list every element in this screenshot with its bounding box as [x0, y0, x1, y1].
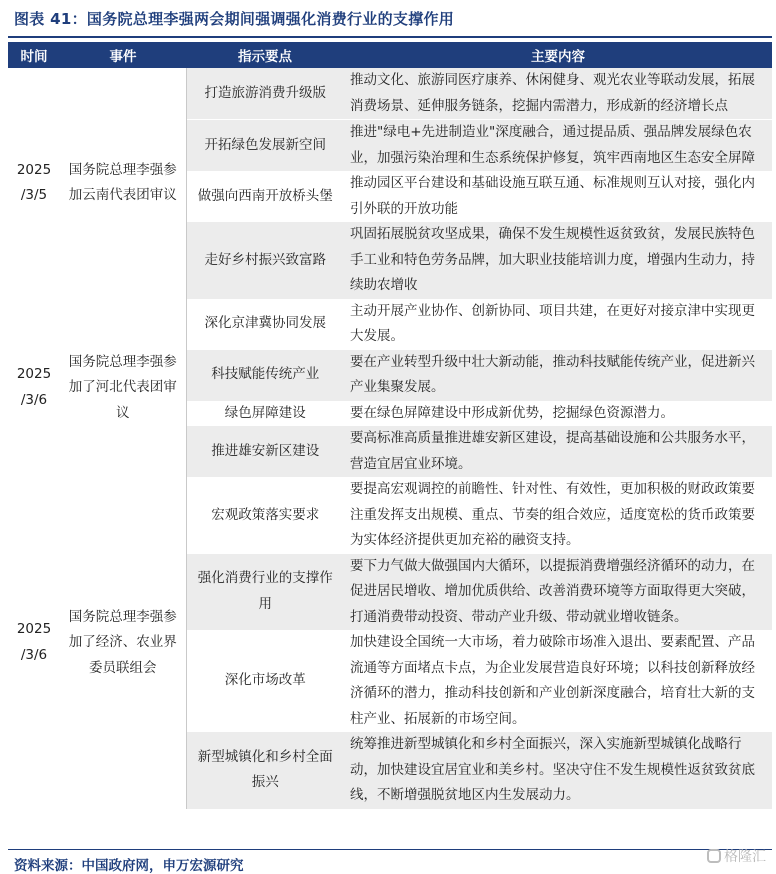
- content-cell: 巩固拓展脱贫攻坚成果，确保不发生规模性返贫致贫，发展民族特色手工业和特色劳务品牌，加大职业技能培训力度，增强内生动力，持续助农增收: [344, 222, 772, 299]
- source-note: 资料来源：中国政府网，申万宏源研究: [14, 858, 244, 874]
- point-cell: 新型城镇化和乡村全面振兴: [186, 732, 344, 809]
- content-cell: 推进"绿电+先进制造业"深度融合，通过提品质、强品牌发展绿色农业，加强污染治理和生态系统保护修复，筑牢西南地区生态安全屏障: [344, 120, 772, 172]
- date-year: 2025: [16, 366, 52, 383]
- table-row: [8, 68, 772, 120]
- watermark: [707, 846, 766, 866]
- point-cell: 绿色屏障建设: [186, 401, 344, 427]
- watermark-logo-icon: [707, 849, 721, 863]
- policy-table: [8, 42, 772, 809]
- date-monthday: /3/6: [20, 646, 48, 663]
- watermark-text: 格隆汇: [724, 849, 766, 865]
- point-cell: 开拓绿色发展新空间: [186, 120, 344, 172]
- date-cell: [8, 299, 60, 478]
- point-cell: 科技赋能传统产业: [186, 350, 344, 401]
- point-cell: 深化市场改革: [186, 630, 344, 732]
- header-event: 事件: [60, 42, 186, 68]
- point-cell: 宏观政策落实要求: [186, 477, 344, 554]
- source-rule: [8, 849, 772, 850]
- point-cell: 做强向西南开放桥头堡: [186, 171, 344, 222]
- figure-title: 图表 41：国务院总理李强两会期间强调强化消费行业的支撑作用: [14, 10, 455, 28]
- content-cell: 要提高宏观调控的前瞻性、针对性、有效性，更加积极的财政政策要注重发挥支出规模、重点、节奏的组合效应，适度宽松的货币政策要为实体经济提供更加充裕的融资支持。: [344, 477, 772, 554]
- date-monthday: /3/6: [20, 391, 48, 408]
- content-cell: 要下力气做大做强国内大循环，以提振消费增强经济循环的动力，在促进居民增收、增加优质供给、改善消费环境等方面取得更大突破，打通消费带动投资、带动产业升级、带动就业增收链条。: [344, 554, 772, 631]
- date-monthday: /3/5: [20, 187, 48, 204]
- point-cell: 强化消费行业的支撑作用: [186, 554, 344, 631]
- point-cell: 推进雄安新区建设: [186, 426, 344, 477]
- point-cell: 走好乡村振兴致富路: [186, 222, 344, 299]
- event-cell: 国务院总理李强参加云南代表团审议: [60, 68, 186, 299]
- content-cell: 统筹推进新型城镇化和乡村全面振兴，深入实施新型城镇化战略行动，加快建设宜居宜业和美乡村。坚决守住不发生规模性返贫致贫底线，不断增强脱贫地区内生发展动力。: [344, 732, 772, 809]
- date-cell: [8, 477, 60, 809]
- event-cell: 国务院总理李强参加了河北代表团审议: [60, 299, 186, 478]
- content-cell: 要在绿色屏障建设中形成新优势，挖掘绿色资源潜力。: [344, 401, 772, 427]
- content-cell: 主动开展产业协作、创新协同、项目共建，在更好对接京津中实现更大发展。: [344, 299, 772, 350]
- event-cell: 国务院总理李强参加了经济、农业界委员联组会: [60, 477, 186, 809]
- content-cell: 要在产业转型升级中壮大新动能，推动科技赋能传统产业，促进新兴产业集聚发展。: [344, 350, 772, 401]
- table-row: [8, 477, 772, 554]
- date-cell: [8, 68, 60, 299]
- content-cell: 要高标准高质量推进雄安新区建设，提高基础设施和公共服务水平，营造宜居宜业环境。: [344, 426, 772, 477]
- content-cell: 推动文化、旅游同医疗康养、休闲健身、观光农业等联动发展，拓展消费场景、延伸服务链条，挖掘内需潜力，形成新的经济增长点: [344, 68, 772, 120]
- content-cell: 推动园区平台建设和基础设施互联互通、标准规则互认对接，强化内引外联的开放功能: [344, 171, 772, 222]
- date-year: 2025: [16, 161, 52, 178]
- header-date: 时间: [8, 42, 60, 68]
- header-point: 指示要点: [186, 42, 344, 68]
- point-cell: 深化京津冀协同发展: [186, 299, 344, 350]
- content-cell: 加快建设全国统一大市场，着力破除市场准入退出、要素配置、产品流通等方面堵点卡点，为企业发展营造良好环境；以科技创新释放经济循环的潜力，推动科技创新和产业创新深度融合，培育壮大新的支柱产业、拓展新的市场空间。: [344, 630, 772, 732]
- table-header-row: [8, 42, 772, 68]
- header-content: 主要内容: [344, 42, 772, 68]
- title-rule: [8, 36, 772, 38]
- table-row: [8, 299, 772, 350]
- date-year: 2025: [16, 621, 52, 638]
- point-cell: 打造旅游消费升级版: [186, 68, 344, 120]
